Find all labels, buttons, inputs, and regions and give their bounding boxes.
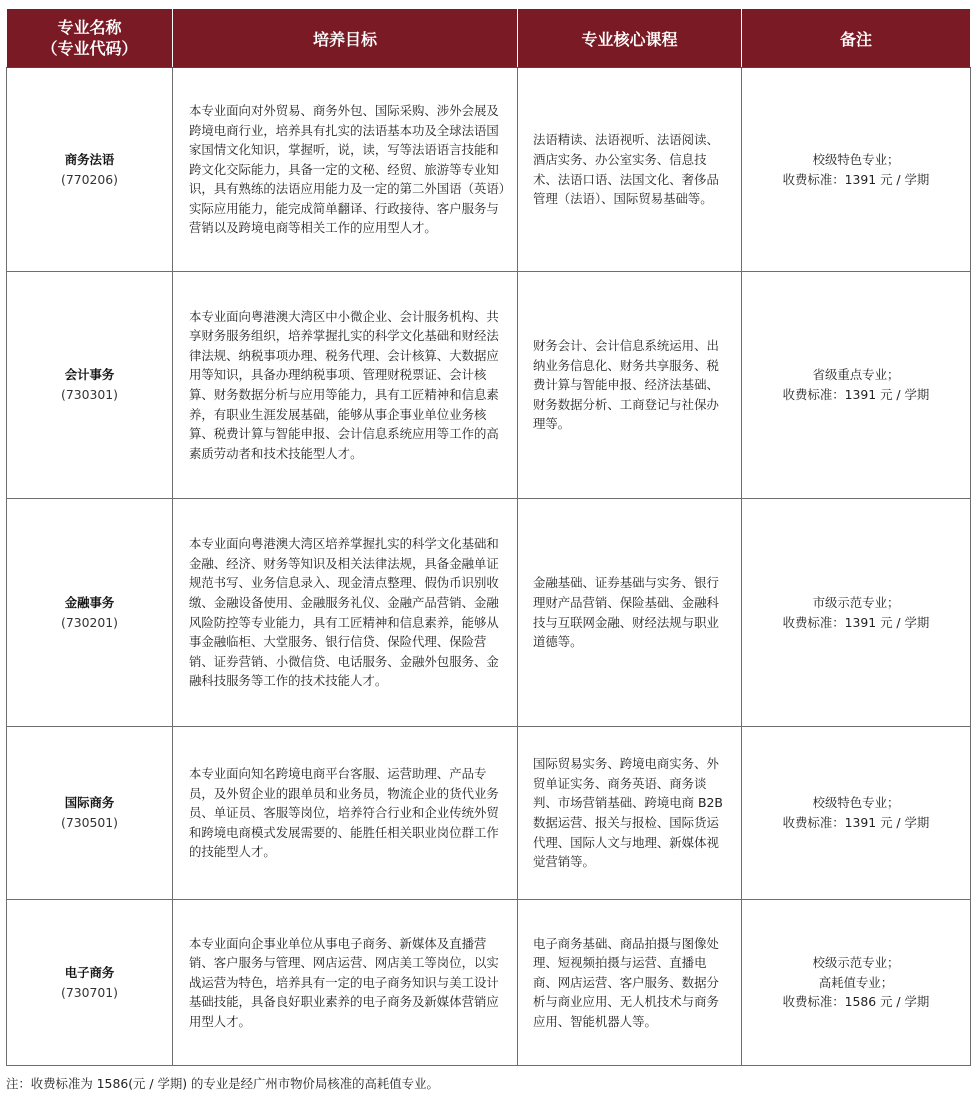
- major-code: (770206): [61, 171, 118, 187]
- core-courses-text: 电子商务基础、商品拍摄与图像处理、短视频拍摄与运营、直播电商、网店运营、客户服务、数据分析与商业应用、无人机技术与商务应用、智能机器人等。: [533, 935, 719, 1029]
- core-courses-text: 财务会计、会计信息系统运用、出纳业务信息化、财务共享服务、税费计算与智能申报、经济法基础、财务数据分析、工商登记与社保办理等。: [533, 338, 719, 432]
- header-major-name: [7, 9, 173, 68]
- major-name-cell: [7, 727, 173, 900]
- core-courses-text: 国际贸易实务、跨境电商实务、外贸单证实务、商务英语、商务谈判、市场营销基础、跨境电商 B2B 数据运营、报关与报检、国际货运代理、国际人文与地理、新媒体视觉营销等。: [533, 756, 723, 870]
- note-line: 收费标准：1391 元 / 学期: [782, 387, 930, 402]
- notes-cell: [742, 272, 971, 499]
- note-line: 校级特色专业；: [812, 795, 900, 811]
- table-row: [7, 68, 971, 272]
- major-name: 金融事务: [64, 594, 115, 610]
- training-goal-text: 本专业面向企事业单位从事电子商务、新媒体及直播营销、客户服务与管理、网店运营、网店美工等岗位，以实战运营为特色，培养具有一定的电子商务知识与美工设计基础技能，具备良好职业素养的电子商务及新媒体营销应用型人才。: [189, 935, 499, 1029]
- training-goal-cell: [173, 272, 518, 499]
- note-line: 收费标准：1391 元 / 学期: [782, 614, 930, 630]
- note-line: 校级示范专业；: [812, 955, 900, 971]
- major-code: (730301): [61, 387, 118, 402]
- major-name: 电子商务: [64, 964, 115, 980]
- core-courses-cell: [518, 727, 742, 900]
- training-goal-cell: [173, 727, 518, 900]
- table-row: [7, 499, 971, 727]
- table-header-row: [7, 9, 971, 68]
- note-line: 收费标准：1586 元 / 学期: [782, 994, 930, 1010]
- core-courses-cell: [518, 68, 742, 272]
- notes-cell: [742, 727, 971, 900]
- notes-cell: [742, 900, 971, 1066]
- note-line: 收费标准：1391 元 / 学期: [782, 815, 930, 830]
- majors-table: [6, 8, 971, 1066]
- major-code: (730501): [61, 815, 118, 830]
- table-row: [7, 727, 971, 900]
- core-courses-cell: [518, 900, 742, 1066]
- major-code: (730201): [61, 614, 118, 630]
- core-courses-text: 金融基础、证券基础与实务、银行理财产品营销、保险基础、金融科技与互联网金融、财经法规与职业道德等。: [533, 575, 719, 650]
- major-name-cell: [7, 68, 173, 272]
- table-row: [7, 272, 971, 499]
- footnote: 注：收费标准为 1586(元 / 学期) 的专业是经广州市物价局核准的高耗值专业。: [6, 1076, 439, 1091]
- training-goal-text: 本专业面向粤港澳大湾区中小微企业、会计服务机构、共享财务服务组织，培养掌握扎实的科学文化基础和财经法律法规、纳税事项办理、税务代理、会计核算、大数据应用等知识，具备办理纳税事项、管理财税票证、会计核算、财务数据分析与应用等能力，具有工匠精神和信息素养，有职业生涯发展基础，能够从事企事业单位业务核算、税费计算与智能申报、会计信息系统应用等工作的高素质劳动者和技术技能型人才。: [189, 308, 499, 461]
- header-major-name-line2: （专业代码）: [41, 39, 138, 58]
- header-core-courses: 专业核心课程: [518, 9, 742, 68]
- major-name: 会计事务: [64, 367, 115, 383]
- major-name-cell: [7, 900, 173, 1066]
- training-goal-cell: [173, 900, 518, 1066]
- note-line: 收费标准：1391 元 / 学期: [782, 171, 930, 187]
- training-goal-text: 本专业面向对外贸易、商务外包、国际采购、涉外会展及跨境电商行业，培养具有扎实的法语基本功及全球法语国家国情文化知识，掌握听，说，读，写等法语语言技能和跨文化交际能力，具备一定的文秘、经贸、旅游等专业知识，具有熟练的法语应用能力及一定的第二外国语（英语）实际应用能力，能完成简单翻译、行政接待、客户服务与营销以及跨境电商等相关工作的应用型人才。: [189, 102, 505, 236]
- table-row: [7, 900, 971, 1066]
- notes-cell: [742, 499, 971, 727]
- core-courses-cell: [518, 499, 742, 727]
- header-training-goal: 培养目标: [173, 9, 518, 68]
- training-goal-text: 本专业面向知名跨境电商平台客服、运营助理、产品专员，及外贸企业的跟单员和业务员，物流企业的货代业务员、单证员、客服等岗位，培养符合行业和企业传统外贸和跨境电商模式发展需要的、能胜任相关职业岗位群工作的技能型人才。: [189, 766, 499, 860]
- header-notes: 备注: [742, 9, 971, 68]
- training-goal-text: 本专业面向粤港澳大湾区培养掌握扎实的科学文化基础和金融、经济、财务等知识及相关法律法规，具备金融单证规范书写、业务信息录入、现金清点整理、假伪币识别收缴、金融设备使用、金融服务礼仪、金融产品营销、金融风险防控等专业能力，具有工匠精神和信息素养，能够从事金融临柜、大堂服务、银行信贷、保险代理、保险营销、证券营销、小微信贷、电话服务、金融外包服务、金融科技服务等工作的技术技能人才。: [189, 536, 499, 689]
- training-goal-cell: [173, 499, 518, 727]
- note-line: 市级示范专业；: [812, 594, 900, 610]
- major-code: (730701): [61, 984, 118, 1000]
- major-name: 国际商务: [64, 795, 115, 811]
- major-name-cell: [7, 272, 173, 499]
- note-line: 省级重点专业；: [812, 367, 900, 383]
- core-courses-cell: [518, 272, 742, 499]
- core-courses-text: 法语精读、法语视听、法语阅读、酒店实务、办公室实务、信息技术、法语口语、法国文化、奢侈品管理（法语）、国际贸易基础等。: [533, 132, 719, 207]
- major-name: 商务法语: [64, 151, 115, 167]
- major-name-cell: [7, 499, 173, 727]
- note-line: 校级特色专业；: [812, 151, 900, 167]
- training-goal-cell: [173, 68, 518, 272]
- header-major-name-line1: 专业名称: [57, 18, 122, 37]
- note-line: 高耗值专业；: [818, 974, 894, 990]
- notes-cell: [742, 68, 971, 272]
